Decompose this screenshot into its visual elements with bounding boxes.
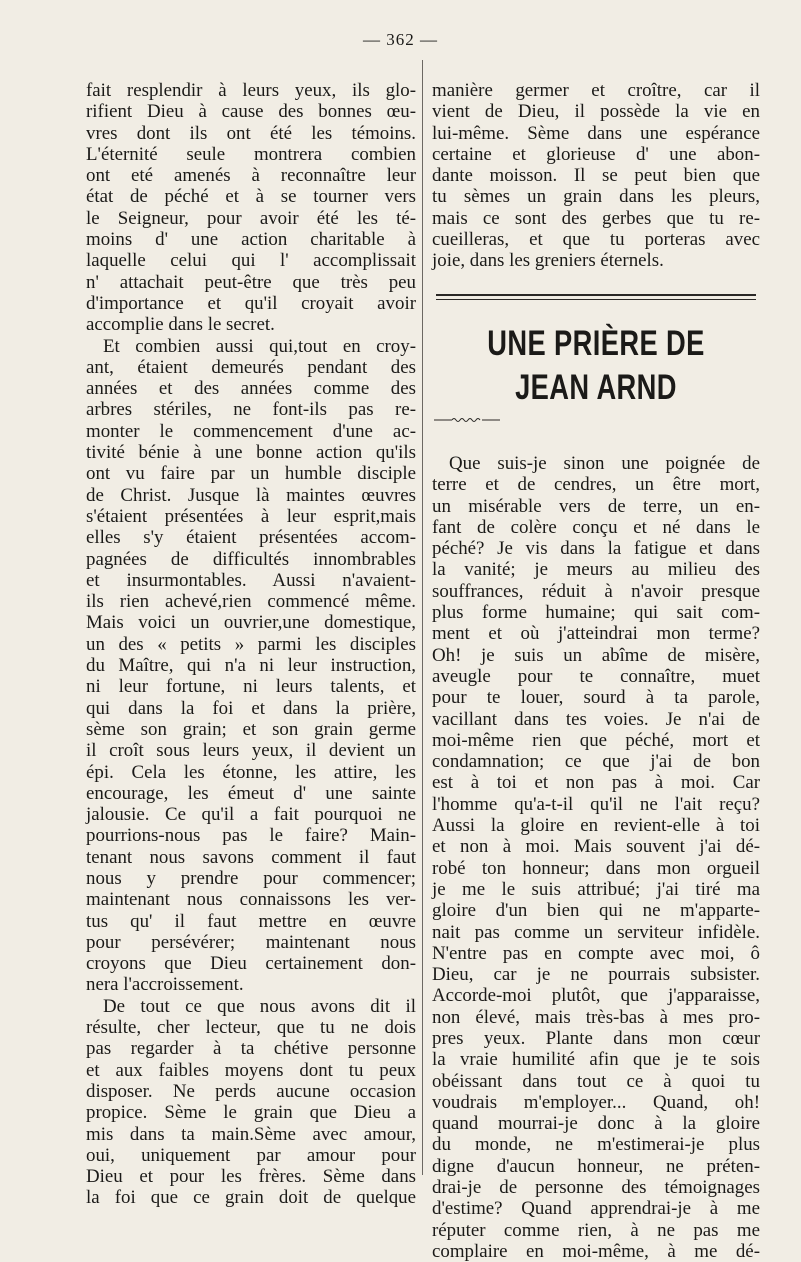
text-line: digne d'aucun honneur, ne préten- bbox=[432, 1155, 760, 1177]
text-line: voudrais m'employer... Quand, oh! bbox=[432, 1091, 760, 1113]
text-line: croyons que Dieu certainement don- bbox=[86, 953, 416, 975]
text-line: nait pas comme un serviteur infidèle. bbox=[432, 921, 760, 943]
text-line: certaine et glorieuse d' une abon- bbox=[432, 143, 760, 165]
text-line: et non à moi. Mais souvent j'ai dé- bbox=[432, 836, 760, 858]
text-line: nous y prendre pour commencer; bbox=[86, 867, 416, 889]
text-line: un des « petits » parmi les disciples bbox=[86, 633, 416, 655]
text-line: L'éternité seule montrera combien bbox=[86, 143, 416, 165]
right-column bbox=[432, 80, 760, 1262]
text-line: pour te louer, sourd à ta parole, bbox=[432, 687, 760, 709]
text-line: disposer. Ne perds aucune occasion bbox=[86, 1080, 416, 1102]
text-line: vient de Dieu, il possède la vie en bbox=[432, 101, 760, 123]
text-line: la vanité; je meurs au milieu des bbox=[432, 559, 760, 581]
text-line: robé ton honneur; dans mon orgueil bbox=[432, 857, 760, 879]
text-line: épi. Cela les étonne, les attire, les bbox=[86, 761, 416, 783]
right-column-top-text bbox=[432, 80, 760, 272]
text-line: du monde, ne m'estimerai-je plus bbox=[432, 1134, 760, 1156]
text-line: s'étaient présentées à leur esprit,mais bbox=[86, 505, 416, 527]
text-line: accomplie dans le secret. bbox=[86, 314, 275, 336]
text-line: tus qu' il faut mettre en œuvre bbox=[86, 910, 416, 932]
text-line: ont vu faire par un humble disciple bbox=[86, 463, 416, 485]
text-line: et insurmontables. Aussi n'avaient- bbox=[86, 569, 416, 591]
text-line: encourage, les émeut d' une sainte bbox=[86, 782, 416, 804]
text-line: qui dans la foi et dans la prière, bbox=[86, 697, 416, 719]
text-line: tenant nous savons comment il faut bbox=[86, 846, 416, 868]
text-line: années et des années comme des bbox=[86, 378, 416, 400]
text-line: n' attachait peut-être que très peu bbox=[86, 271, 416, 293]
text-line: du Maître, qui n'a ni leur instruction, bbox=[86, 655, 416, 677]
text-line: vacillant dans tes voies. Je n'ai de bbox=[432, 708, 760, 730]
text-line: Aussi la gloire en revient-elle à toi bbox=[432, 815, 760, 837]
text-line: la foi que ce grain doit de quelque bbox=[86, 1187, 416, 1209]
text-line: fant de colère conçu et né dans le bbox=[432, 516, 760, 538]
text-line: péché? Je vis dans la fatigue et dans bbox=[432, 538, 760, 560]
text-line: ni leur fortune, ni leurs talents, et bbox=[86, 676, 416, 698]
text-line: tu sèmes un grain dans les pleurs, bbox=[432, 186, 760, 208]
text-line: Oh! je suis un abîme de misère, bbox=[432, 644, 760, 666]
text-line: propice. Sème le grain que Dieu a bbox=[86, 1102, 416, 1124]
section-separator bbox=[432, 294, 760, 300]
text-line: pour persévérer; maintenant nous bbox=[86, 931, 416, 953]
text-line: ils rien achevé,rien commencé même. bbox=[86, 591, 416, 613]
text-line: Accorde-moi plutôt, que j'apparaisse, bbox=[432, 985, 760, 1007]
text-line: plus forme humaine; qui sait com- bbox=[432, 602, 760, 624]
text-line: fait resplendir à leurs yeux, ils glo- bbox=[86, 80, 416, 101]
text-line: lui-même. Sème dans une espérance bbox=[432, 122, 760, 144]
text-line: complaire en moi-même, à me dé- bbox=[432, 1240, 760, 1262]
text-line: pourrions-nous pas le faire? Main- bbox=[86, 825, 416, 847]
text-line: il croît sous leurs yeux, il devient un bbox=[86, 740, 416, 762]
text-line: souffrances, réduit à n'avoir presque bbox=[432, 580, 760, 602]
text-line: vres dont ils ont été les témoins. bbox=[86, 122, 416, 144]
text-line: dante moisson. Il se peut bien que bbox=[432, 165, 760, 187]
title-ornament bbox=[432, 416, 502, 424]
text-line: ment et où j'atteindrai mon terme? bbox=[432, 623, 760, 645]
text-line: ant, étaient demeurés pendant des bbox=[86, 356, 416, 378]
text-line: drai-je de personne des témoignages bbox=[432, 1177, 760, 1199]
text-line: pres yeux. Plante dans mon cœur bbox=[432, 1027, 760, 1049]
text-line: l'homme qu'a-t-il qu'il ne l'ait reçu? bbox=[432, 793, 760, 815]
text-line: Que suis-je sinon une poignée de bbox=[449, 452, 760, 474]
text-line: non élevé, mais très-bas à mes pro- bbox=[432, 1006, 760, 1028]
text-line: mais ce sont des gerbes que tu re- bbox=[432, 207, 760, 229]
text-line: obéissant dans tout ce à quoi tu bbox=[432, 1070, 760, 1092]
text-line: Dieu, car je ne pourrais subsister. bbox=[432, 964, 760, 986]
text-line: mis dans ta main.Sème avec amour, bbox=[86, 1123, 416, 1145]
text-line: d'importance et qu'il croyait avoir bbox=[86, 292, 416, 314]
text-line: maintenant nous connaissons les ver- bbox=[86, 889, 416, 911]
text-line: cueilleras, et que tu porteras avec bbox=[432, 229, 760, 251]
left-column bbox=[86, 80, 416, 1209]
text-line: joie, dans les greniers éternels. bbox=[432, 250, 664, 272]
text-line: oui, uniquement par amour pour bbox=[86, 1144, 416, 1166]
text-line: moi-même rien que péché, mort et bbox=[432, 729, 760, 751]
text-line: de Christ. Jusque là maintes œuvres bbox=[86, 484, 416, 506]
text-line: gloire d'un bien qui ne m'apparte- bbox=[432, 900, 760, 922]
text-line: monter le commencement d'une ac- bbox=[86, 420, 416, 442]
column-divider bbox=[422, 60, 423, 1175]
text-line: elles s'y étaient présentées accom- bbox=[86, 527, 416, 549]
text-line: arbres stériles, ne font-ils pas re- bbox=[86, 399, 416, 421]
text-line: laquelle celui qui l' accomplissait bbox=[86, 250, 416, 272]
text-line: tivité bénie à une bonne action qu'ils bbox=[86, 442, 416, 464]
text-line: condamnation; ce que j'ai de bon bbox=[432, 751, 760, 773]
text-line: Mais voici un ouvrier,une domestique, bbox=[86, 612, 416, 634]
text-line: N'entre pas en compte avec moi, ô bbox=[432, 942, 760, 964]
text-line: résulte, cher lecteur, que tu ne dois bbox=[86, 1017, 416, 1039]
text-line: réputer comme rien, à ne pas me bbox=[432, 1219, 760, 1241]
left-column-text bbox=[86, 80, 416, 1209]
text-line: moins d' une action charitable à bbox=[86, 229, 416, 251]
page-number: — 362 — bbox=[363, 30, 438, 49]
text-line: je me le suis attribué; j'ai tiré ma bbox=[432, 878, 760, 900]
text-line: quand mourrai-je donc à la gloire bbox=[432, 1113, 760, 1135]
double-rule bbox=[436, 294, 756, 300]
text-line: aveugle pour te connaître, muet bbox=[432, 665, 760, 687]
text-line: Et combien aussi qui,tout en croy- bbox=[103, 335, 416, 357]
text-line: est à toi et non pas à moi. Car bbox=[432, 772, 760, 794]
text-line: pagnées de difficultés innombrables bbox=[86, 548, 416, 570]
text-line: pas regarder à ta chétive personne bbox=[86, 1038, 416, 1060]
text-line: le Seigneur, pour avoir été les té- bbox=[86, 207, 416, 229]
text-line: et aux faibles moyens dont tu peux bbox=[86, 1059, 416, 1081]
chapter-title: UNE PRIÈRE DE JEAN ARND bbox=[487, 323, 705, 407]
right-column-bottom-text bbox=[432, 453, 760, 1262]
text-line: d'estime? Quand apprendrai-je à me bbox=[432, 1198, 760, 1220]
text-line: jalousie. Ce qu'il a fait pourquoi ne bbox=[86, 804, 416, 826]
text-line: manière germer et croître, car il bbox=[432, 80, 760, 101]
text-line: la vraie humilité afin que je te sois bbox=[432, 1049, 760, 1071]
text-line: ont eté amenés à reconnaître leur bbox=[86, 165, 416, 187]
text-line: sème son grain; et son grain germe bbox=[86, 718, 416, 740]
text-line: un misérable vers de terre, un en- bbox=[432, 495, 760, 517]
text-line: rifient Dieu à cause des bonnes œu- bbox=[86, 101, 416, 123]
text-line: terre et de cendres, un être mort, bbox=[432, 474, 760, 496]
text-line: De tout ce que nous avons dit il bbox=[103, 995, 416, 1017]
text-line: état de péché et à se tourner vers bbox=[86, 186, 416, 208]
text-line: nera l'accroissement. bbox=[86, 974, 244, 996]
text-line: Dieu et pour les frères. Sème dans bbox=[86, 1166, 416, 1188]
